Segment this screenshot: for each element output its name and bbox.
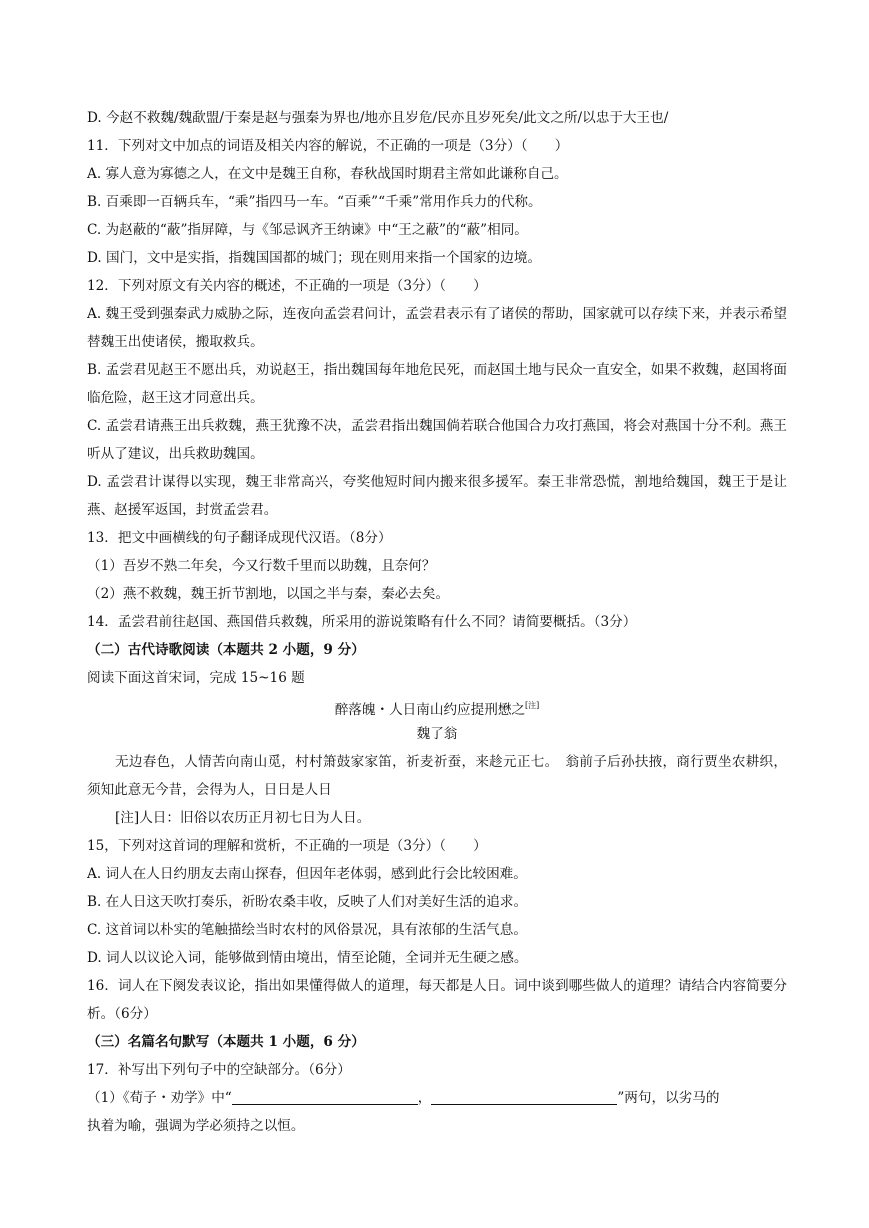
q17-item-1-sep: ，	[417, 1090, 432, 1106]
poem-title: 醉落魄・人日南山约应提刑懋之	[334, 702, 526, 718]
q13-item-2: （2）燕不救魏，魏王折节割地，以国之半与秦，秦必去矣。	[87, 586, 450, 602]
q12-option-d: D. 孟尝君计谋得以实现，魏王非常高兴，夸奖他短时间内搬来很多援军。秦王非常恐慌，割地给魏国，魏王于是让燕、赵援军返国，封赏孟尝君。	[87, 474, 787, 518]
q16-stem: 16．词人在下阕发表议论，指出如果懂得做人的道理，每天都是人日。词中谈到哪些做人的道理？请结合内容简要分析。（6分）	[87, 978, 787, 1022]
q11-option-b: B. 百乘即一百辆兵车，“乘”指四马一车。“百乘”“千乘”常用作兵力的代称。	[87, 194, 542, 210]
q11-option-c: C. 为赵蔽的“蔽”指屏障，与《邹忌讽齐王纳谏》中“王之蔽”的“蔽”相同。	[87, 222, 528, 238]
q15-option-c: C. 这首词以朴实的笔触描绘当时农村的风俗景况，具有浓郁的生活气息。	[87, 922, 527, 938]
q17-item-1-suffix: ”两句，以劣马的	[617, 1090, 720, 1106]
poem-note: [注]人日：旧俗以农历正月初七日为人日。	[115, 810, 371, 826]
q10-option-d: D. 今赵不救魏/魏歃盟/于秦是赵与强秦为界也/地亦且岁危/民亦且岁死矣/此文之所/以忠于大王也/	[87, 110, 669, 126]
q12-stem: 12．下列对原文有关内容的概述，不正确的一项是（3分）（ ）	[87, 278, 487, 294]
q12-option-c: C. 孟尝君请燕王出兵救魏，燕王犹豫不决，孟尝君指出魏国倘若联合他国合力攻打燕国，将会对燕国十分不利。燕王听从了建议，出兵救助魏国。	[87, 418, 787, 462]
section-2-heading: （二）古代诗歌阅读（本题共 2 小题，9 分）	[87, 642, 365, 658]
fill-blank-2[interactable]	[431, 1088, 617, 1105]
q13-item-1: （1）吾岁不熟二年矣，今又行数千里而以助魏，且奈何？	[87, 558, 436, 574]
q15-option-d: D. 词人以议论入词，能够做到情由境出，情至论随，全词并无生硬之感。	[87, 950, 528, 966]
fill-blank-1[interactable]	[232, 1088, 418, 1105]
q11-stem: 11．下列对文中加点的词语及相关内容的解说，不正确的一项是（3分）（ ）	[87, 138, 569, 154]
section-2-intro: 阅读下面这首宋词，完成 15~16 题	[87, 670, 305, 686]
q15-option-b: B. 在人日这天吹打奏乐，祈盼农桑丰收，反映了人们对美好生活的追求。	[87, 894, 528, 910]
q13-stem: 13．把文中画横线的句子翻译成现代汉语。（8分）	[87, 530, 392, 546]
poem-author: 魏了翁	[416, 726, 458, 742]
q17-item-1-continuation: 执着为喻，强调为学必须持之以恒。	[87, 1118, 305, 1134]
q11-option-a: A. 寡人意为寡德之人，在文中是魏王自称，春秋战国时期君主常如此谦称自己。	[87, 166, 568, 182]
q17-item-1	[87, 1084, 787, 1112]
q12-option-b: B. 孟尝君见赵王不愿出兵，劝说赵王，指出魏国每年地危民死，而赵国土地与民众一直安全，如果不救魏，赵国将面临危险，赵王这才同意出兵。	[87, 362, 787, 406]
document-page	[87, 104, 787, 1140]
q12-option-a: A. 魏王受到强秦武力威胁之际，连夜向孟尝君问计，孟尝君表示有了诸侯的帮助，国家就可以存续下来，并表示希望替魏王出使诸侯，搬取救兵。	[87, 306, 787, 350]
poem-note-mark: [注]	[525, 701, 540, 710]
q17-stem: 17．补写出下列句子中的空缺部分。（6分）	[87, 1062, 351, 1078]
q15-stem: 15，下列对这首词的理解和赏析，不正确的一项是（3分）（ ）	[87, 838, 487, 854]
q15-option-a: A. 词人在人日约朋友去南山探春，但因年老体弱，感到此行会比较困难。	[87, 866, 527, 882]
q14-stem: 14．孟尝君前往赵国、燕国借兵救魏，所采用的游说策略有什么不同？请简要概括。（3分）	[87, 614, 637, 630]
q17-item-1-prefix: （1）《荀子・劝学》中“	[87, 1090, 232, 1106]
poem-title-line	[87, 692, 787, 720]
q11-option-d: D. 国门，文中是实指，指魏国国都的城门；现在则用来指一个国家的边境。	[87, 250, 542, 266]
poem-body: 无边春色，人情苦向南山觅，村村箫鼓家家笛，祈麦祈蚕，来趁元正七。 翁前子后孙扶掖，商行贾坐农耕织，须知此意无今昔，会得为人，日日是人日	[87, 754, 787, 798]
section-3-heading: （三）名篇名句默写（本题共 1 小题，6 分）	[87, 1034, 365, 1050]
